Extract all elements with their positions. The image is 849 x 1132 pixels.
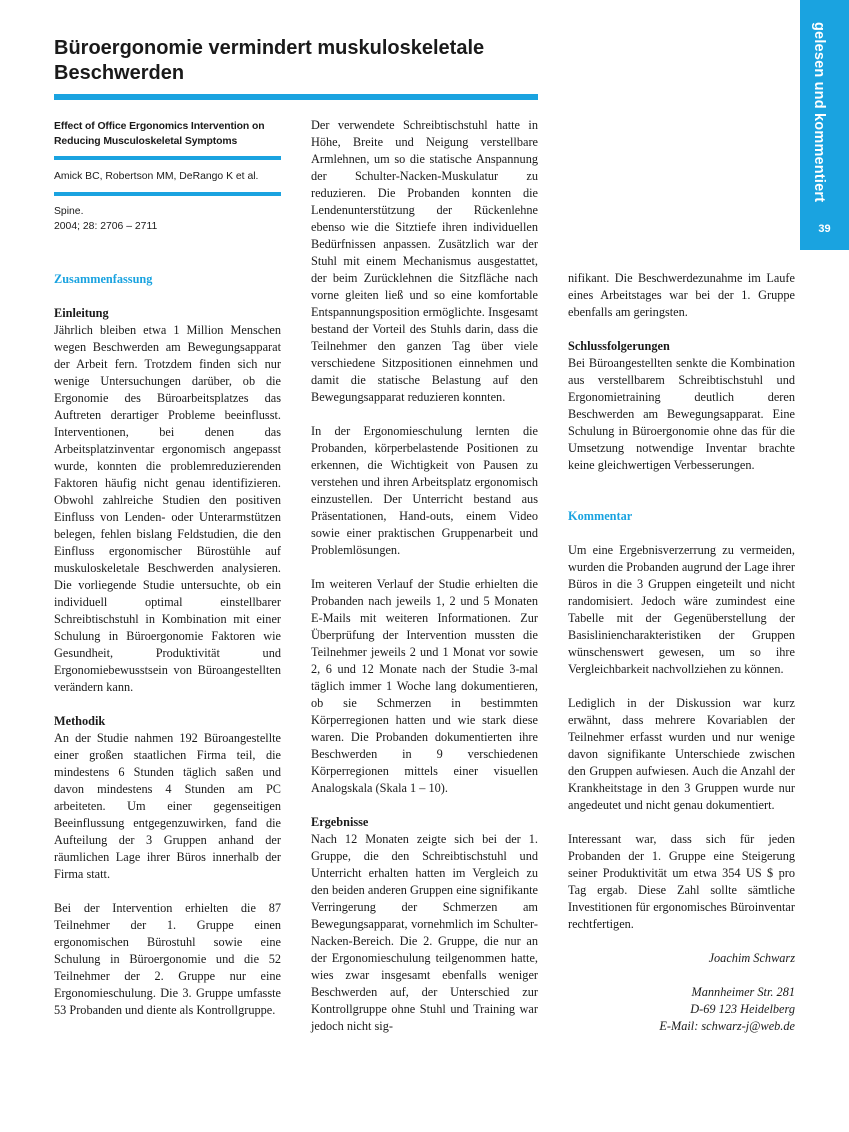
commentary-text-1: Um eine Ergebnisverzerrung zu vermeiden, wurden die Probanden augrund der Lage ihrer Büros in die 3 Gruppen eingeteilt und nicht randomisiert. Jedoch wäre zumindest eine Tabelle mit der Gegenüberstellung der Basisliniencharakteristiken der Gruppen wünschenswert gewesen, um so ihre Vergleichbarkeit nachvollziehen zu können.	[568, 543, 795, 676]
journal-reference	[54, 204, 286, 234]
article-title: Büroergonomie vermindert muskuloskeletale Beschwerden	[54, 37, 485, 84]
summary-heading: Zusammenfassung	[54, 272, 153, 286]
commentary-text-3: Interessant war, dass sich für jeden Probanden der 1. Gruppe eine Steigerung seiner Produktivität um etwa 354 US $ pro Tag ergab. Diese Zahl sollte sämtliche Investitionen für ergonomisches Büroinventar rechtfertigen.	[568, 832, 795, 931]
journal-name: Spine.	[54, 206, 84, 217]
conclusion-text: Bei Büroangestellten senkte die Kombination aus verstellbarem Schreibtischstuhl und Ergonomietraining deutlich deren Beschwerden am Bewegungsapparat. Eine Schulung in Büroergonomie ohne das für die Umsetzung notwendige Inventar brachte keine gleichwertigen Verbesserungen.	[568, 356, 795, 472]
author-street: Mannheimer Str. 281	[691, 985, 795, 999]
author-name: Joachim Schwarz	[708, 951, 795, 965]
method-text-5: Im weiteren Verlauf der Studie erhielten die Probanden nach jeweils 1, 2 und 5 Monaten E-Mails mit weiteren Informationen. Zur Überprüfung der Intervention mussten die Teilnehmer jeweils 2 und 1 Monat vor sowie 2, 6 und 12 Monate nach der Studie 3-mal täglich immer 1 Woche lang dokumentieren, ob sie Schmerzen in bestimmten Körperregionen hatten und wie stark diese waren. Die Probanden dokumentierten ihre Beschwerden in 9 verschiedenen Körperregionen mittels einer visuellen Analogskala (Skala 1 – 10).	[311, 577, 538, 795]
meta-divider-2	[54, 192, 281, 196]
method-text-1: An der Studie nahmen 192 Büroangestellte einer großen staatlichen Firma teil, die mindestens 6 Stunden täglich saßen und davon mindestens 4 Stunden am PC arbeiteten. Um einer gegenseitigen Beeinflussung entgegenzuwirken, fand die Aufteilung der 3 Gruppen anhand der räumlichen Lage ihrer Büros innerhalb der Firma statt.	[54, 731, 281, 881]
results-text: Nach 12 Monaten zeigte sich bei der 1. Gruppe, die den Schreibtischstuhl und Unterricht erhalten hatten im Vergleich zu den beiden anderen Gruppen eine signifikante Verringerung der Schmerzen am Bewegungsapparat, vornehmlich im Schulter-Nacken-Bereich. Die 2. Gruppe, die nur an der Ergonomieschulung teilgenommen hatte, wies zwar insgesamt ebenfalls weniger Beschwerden auf, der Unterschied zur Kontrollgruppe ohne Stuhl und Training war jedoch nicht sig-	[311, 832, 538, 1033]
results-text-cont: nifikant. Die Beschwerdezunahme im Laufe eines Arbeitstages war bei der 1. Gruppe ebenfalls am geringsten.	[568, 271, 795, 319]
meta-divider-1	[54, 156, 281, 160]
column-1	[54, 271, 281, 1019]
page-number: 39	[818, 223, 831, 235]
results-heading: Ergebnisse	[311, 815, 369, 829]
author-city: D-69 123 Heidelberg	[690, 1002, 795, 1016]
intro-heading: Einleitung	[54, 306, 109, 320]
original-title: Effect of Office Ergonomics Intervention on Reducing Musculoskeletal Symptoms	[54, 121, 265, 147]
section-side-tab	[800, 0, 849, 250]
method-text-2: Bei der Intervention erhielten die 87 Teilnehmer der 1. Gruppe einen ergonomischen Bürostuhl sowie eine Schulung in Büroergonomie und die 52 Teilnehmer der 2. Gruppe nur eine Ergonomieschulung. Die 3. Gruppe umfasste 53 Probanden und diente als Kontrollgruppe.	[54, 901, 281, 1017]
authors: Amick BC, Robertson MM, DeRango K et al.	[54, 171, 259, 182]
journal-citation: 2004; 28: 2706 – 2711	[54, 221, 158, 232]
title-divider	[54, 94, 538, 100]
column-3	[568, 270, 795, 1035]
author-email[interactable]: E-Mail: schwarz-j@web.de	[659, 1019, 795, 1033]
method-text-3: Der verwendete Schreibtischstuhl hatte in Höhe, Breite und Neigung verstellbare Armlehnen, um so die statische Anspannung der Schulter-Nacken-Muskulatur zu reduzieren. Die Probanden konnten die Lendenunterstützung der Rückenlehne ebenso wie die Sitztiefe ihren individuellen Bedürfnissen anpassen. Zusätzlich war der Stuhl mit einem Mechanismus ausgestattet, der beim Zurücklehnen die Sitzfläche nach vorne gleiten ließ und so eine komfortable Entspannungsposition ermöglichte. Insgesamt bestand der Vorteil des Stuhls darin, dass die Teilnehmer den ganzen Tag über viele verschiedene Sitzpositionen einnehmen und damit die statische Belastung auf den Bewegungsapparat reduzieren konnten.	[311, 118, 538, 404]
commentary-text-2: Lediglich in der Diskussion war kurz erwähnt, dass mehrere Kovariablen der Teilnehmer erfasst wurden und nur wenige davon signifikante Unterschiede zwischen den Gruppen aufwiesen. Auch die Anzahl der Krankheitstage in den 3 Gruppen wurde nur angedeutet und nicht genau dokumentiert.	[568, 696, 795, 812]
method-text-4: In der Ergonomieschulung lernten die Probanden, körperbelastende Positionen zu erkennen, die Wichtigkeit von Pausen zu verstehen und ihren Arbeitsplatz ergonomisch einzustellen. Der Unterricht bestand aus Präsentationen, Hand-outs, einem Video sowie einer praktischen Gruppenarbeit und Problemlösungen.	[311, 424, 538, 557]
intro-text: Jährlich bleiben etwa 1 Million Menschen wegen Beschwerden am Bewegungsapparat der Arbeit fern. Trotzdem finden sich nur wenige Untersuchungen darüber, ob die Ergonomie des Büroarbeitsplatzes das Auftreten derartiger Probleme beeinflusst. Interventionen, bei denen das Arbeitsplatzinventar ergonomisch angepasst wurde, konnten die problemreduzierenden Faktoren häufig nicht genau identifizieren. Obwohl zahlreiche Studien den positiven Einfluss von Lenden- oder Unterarmstützen belegen, fehlen bislang Feldstudien, die den Einfluss ergonomischer Bürostühle auf muskuloskeletale Beschwerden analysieren. Die vorliegende Studie untersuchte, ob ein individuell optimal einstellbarer Schreibtischstuhl in Kombination mit einer Schulung in Büroergonomie Faktoren wie Gesundheit, Produktivität und Ergonomiebewusstsein von Büroangestellten verändern kann.	[54, 323, 281, 694]
conclusion-heading: Schlussfolgerungen	[568, 339, 670, 353]
section-label: gelesen und kommentiert	[811, 22, 827, 203]
column-2	[311, 117, 538, 1035]
commentary-heading: Kommentar	[568, 509, 633, 523]
method-heading: Methodik	[54, 714, 106, 728]
